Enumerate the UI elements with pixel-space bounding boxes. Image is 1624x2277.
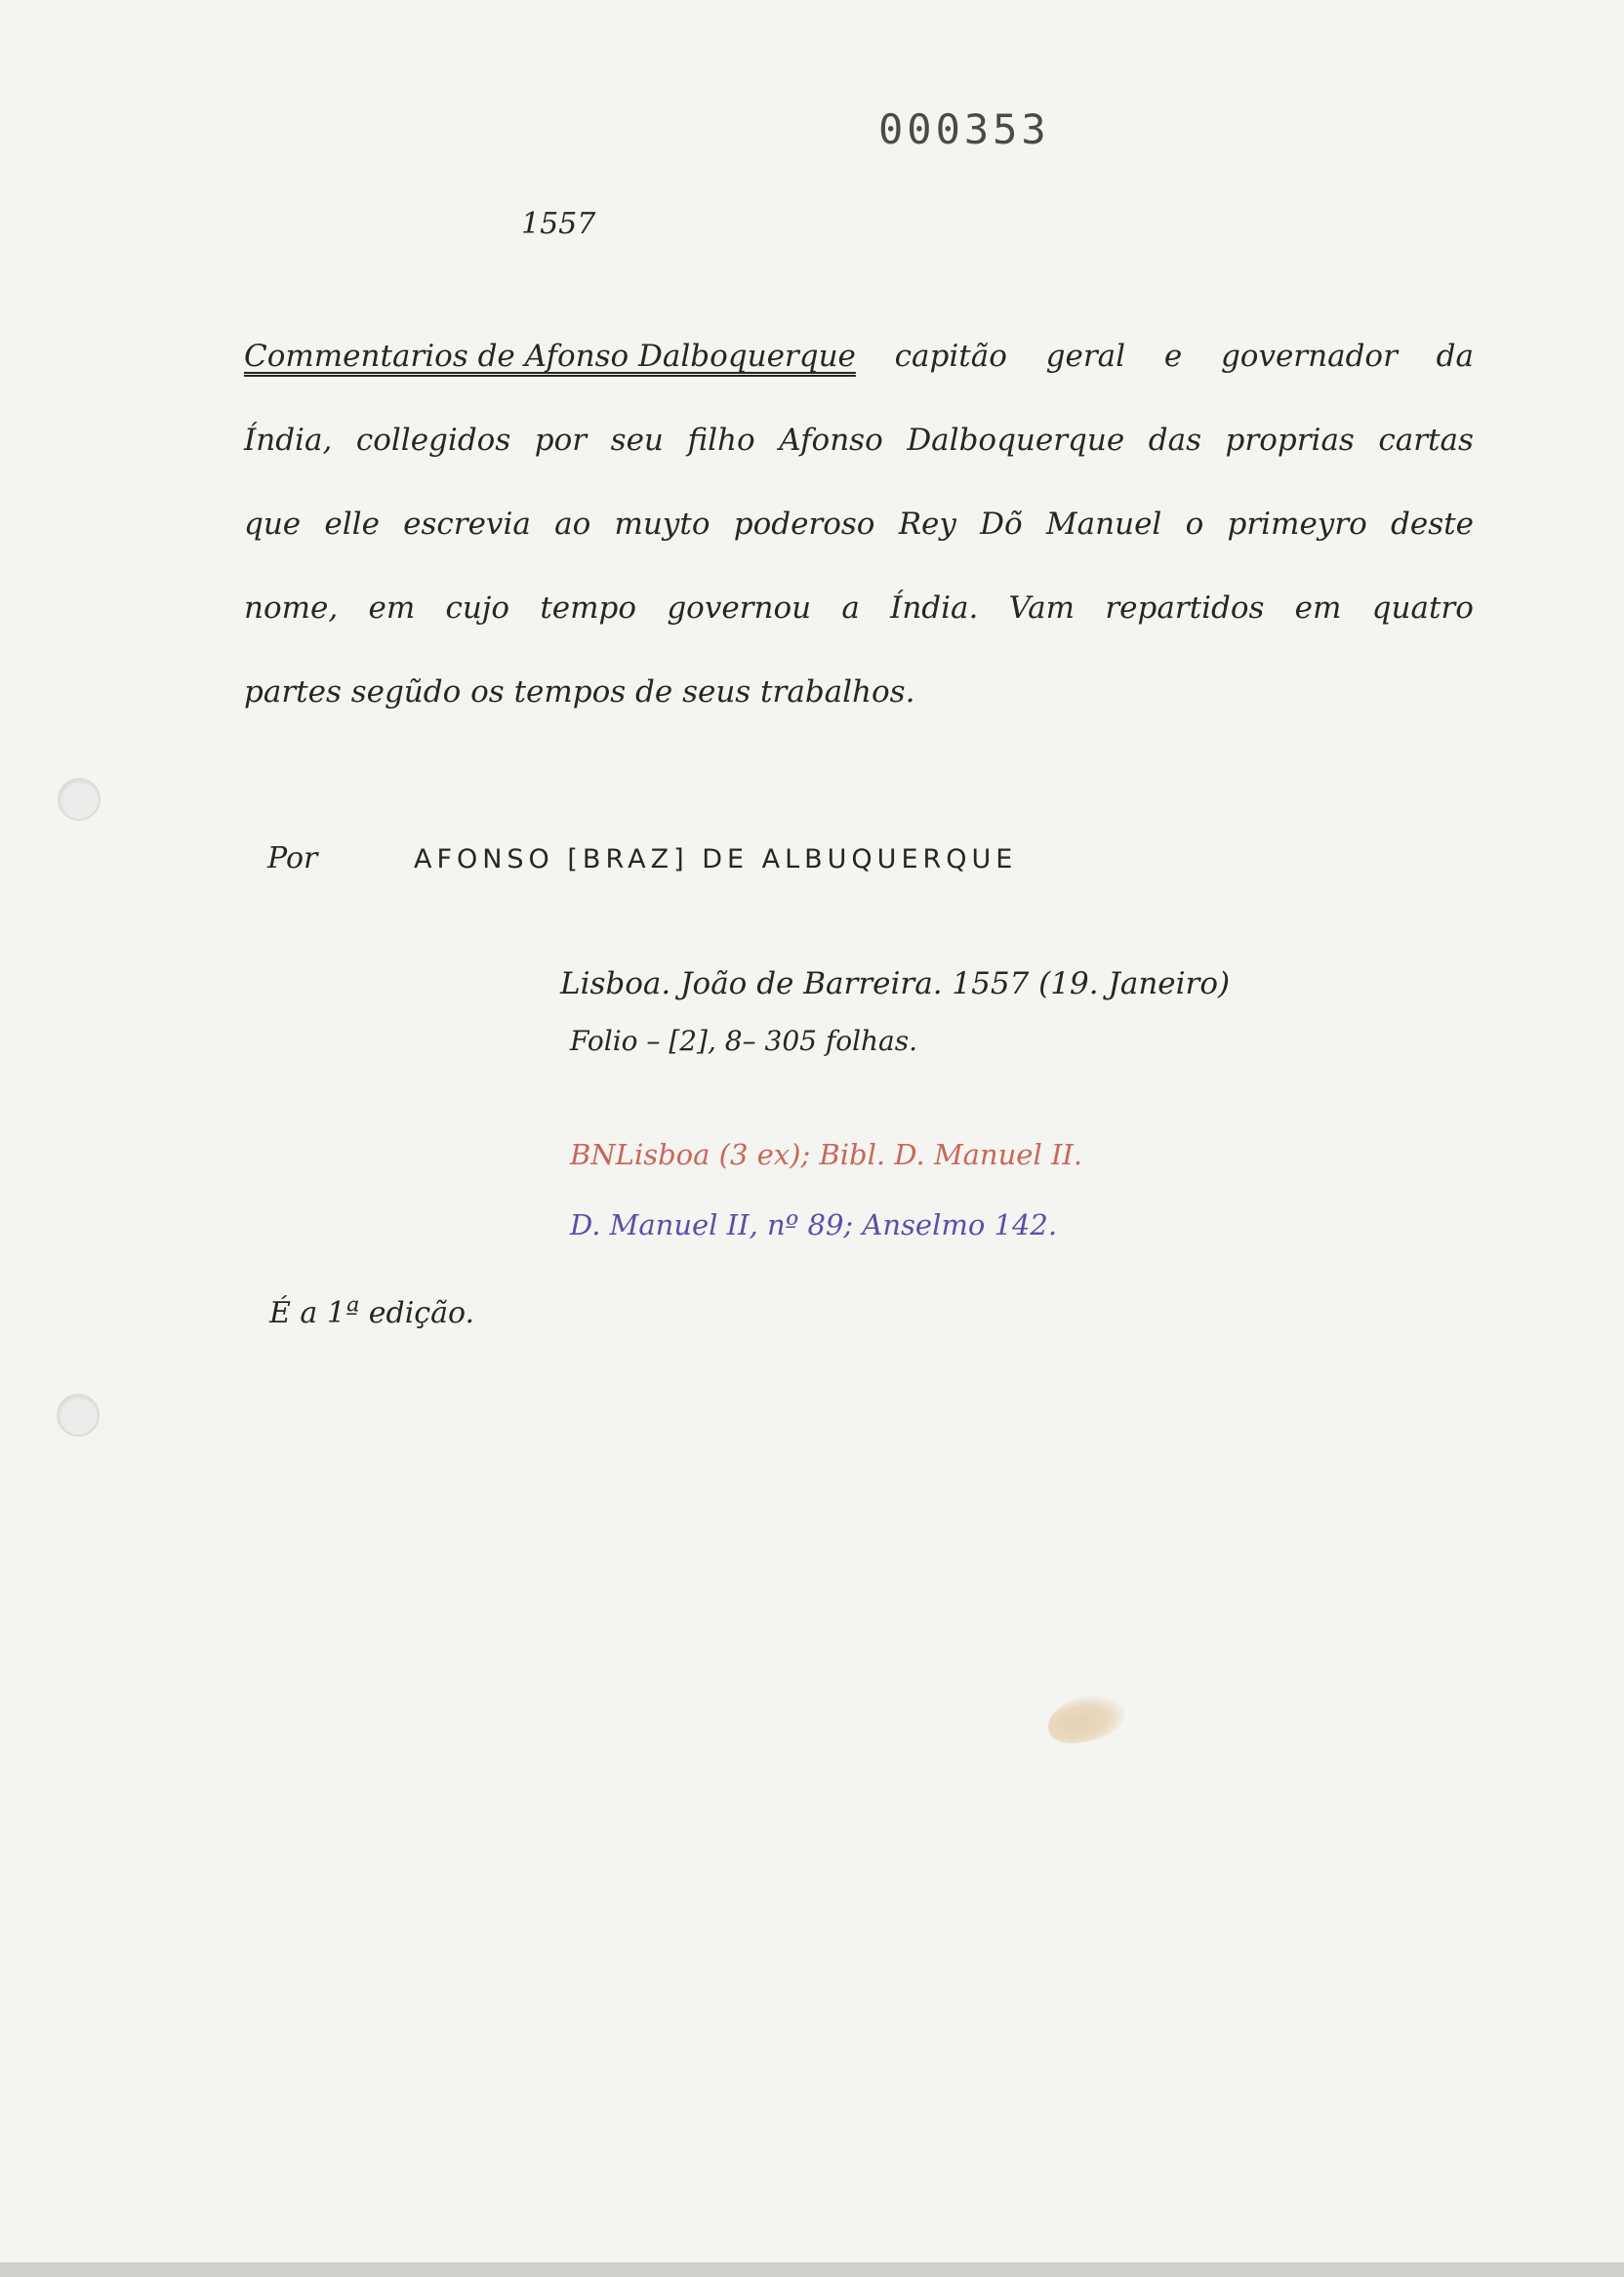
collation-line: Folio – [2], 8– 305 folhas.	[570, 1025, 918, 1057]
title-word: collegidos	[355, 423, 511, 458]
title-word: em	[1294, 590, 1342, 626]
publication-year: 1557	[521, 207, 596, 241]
title-word: a	[841, 590, 860, 626]
title-word: elle	[324, 507, 380, 542]
title-word: nome,	[244, 590, 339, 626]
title-line-5	[244, 668, 1474, 752]
title-word: proprias	[1225, 423, 1355, 458]
title-word: governou	[667, 590, 812, 626]
scan-edge	[0, 2262, 1624, 2277]
holding-locations-red: BNLisboa (3 ex); Bibl. D. Manuel II.	[570, 1138, 1083, 1171]
title-word: cujo	[445, 590, 510, 626]
title-word: partes segũdo os tempos de seus trabalhos.	[244, 674, 915, 710]
title-word: Vam	[1008, 590, 1076, 626]
title-word: escrevia	[403, 507, 531, 542]
imprint-line: Lisboa. João de Barreira. 1557 (19. Janeiro)	[560, 966, 1231, 1001]
title-word: Rey	[898, 507, 956, 542]
title-word: e	[1163, 339, 1183, 374]
title-word: Dõ	[980, 507, 1023, 542]
title-word: cartas	[1378, 423, 1474, 458]
holding-locations-blue: D. Manuel II, nº 89; Anselmo 142.	[570, 1208, 1058, 1241]
title-line-4	[244, 584, 1474, 668]
title-word: primeyro	[1227, 507, 1367, 542]
punch-hole-top	[58, 778, 101, 821]
title-underlined-phrase: Commentarios de Afonso Dalboquerque	[244, 339, 856, 374]
paper-stain	[1043, 1688, 1129, 1749]
title-word: o	[1185, 507, 1204, 542]
title-word: tempo	[540, 590, 637, 626]
title-line-2	[244, 416, 1474, 500]
author-name: AFONSO [BRAZ] DE ALBUQUERQUE	[413, 844, 1018, 874]
title-word: da	[1436, 339, 1474, 374]
title-word: Afonso	[779, 423, 883, 458]
title-word: governador	[1220, 339, 1398, 374]
title-word: quatro	[1371, 590, 1474, 626]
title-word: Índia.	[890, 590, 979, 626]
edition-note: É a 1ª edição.	[269, 1296, 475, 1330]
title-word: capitão	[894, 339, 1007, 374]
title-word: filho	[687, 423, 755, 458]
title-word: geral	[1045, 339, 1126, 374]
title-line-1	[244, 332, 1474, 416]
author-prefix: Por	[267, 841, 318, 875]
title-word: muyto	[614, 507, 710, 542]
title-word: repartidos	[1105, 590, 1265, 626]
stamp-number: 000353	[878, 105, 1050, 153]
title-word: Manuel	[1045, 507, 1162, 542]
title-word: Índia,	[244, 423, 333, 458]
title-word: seu	[610, 423, 664, 458]
title-word: das	[1148, 423, 1201, 458]
title-word: deste	[1391, 507, 1474, 542]
title-word: poderoso	[733, 507, 875, 542]
title-word: Dalboquerque	[907, 423, 1125, 458]
author-line	[267, 841, 1017, 875]
book-title	[244, 332, 1474, 752]
title-word: por	[534, 423, 588, 458]
title-line-3	[244, 500, 1474, 584]
punch-hole-bottom	[57, 1394, 100, 1437]
title-word: ao	[554, 507, 591, 542]
title-word: que	[244, 507, 302, 542]
title-word: em	[368, 590, 416, 626]
